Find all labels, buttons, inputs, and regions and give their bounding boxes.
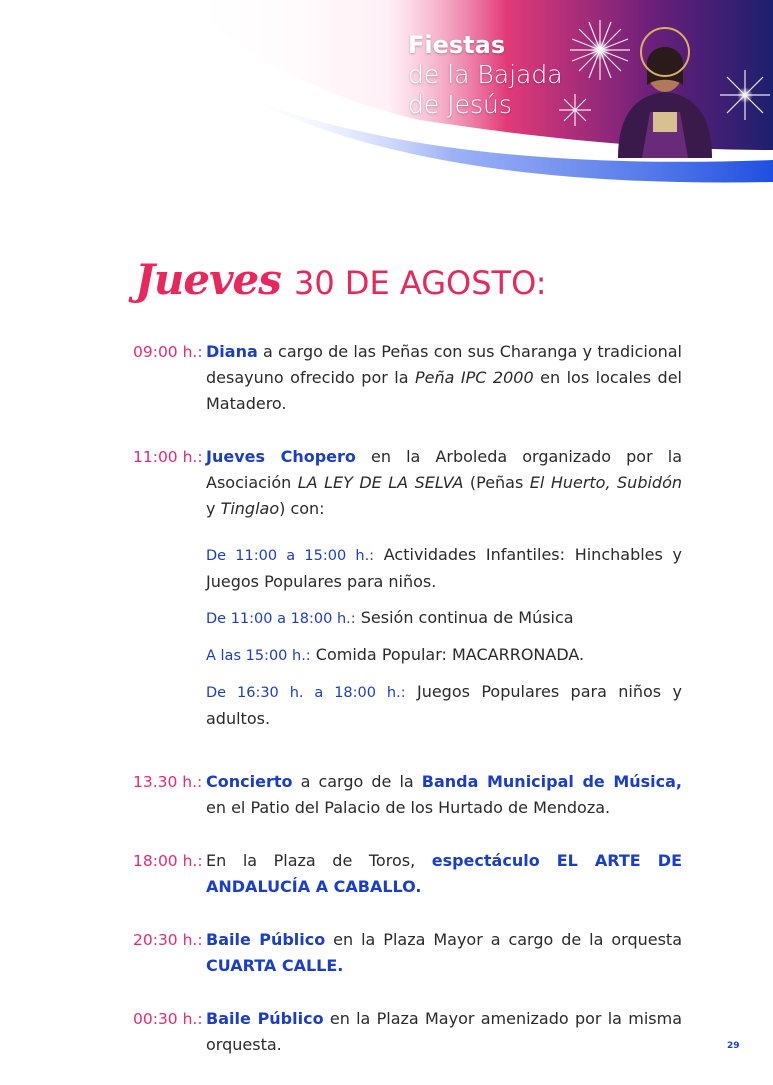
schedule-entry [133, 927, 683, 979]
banner-graphic [0, 0, 773, 190]
sub-item-text: Comida Popular: MACARRONADA. [310, 645, 585, 664]
entry-time: 00:30 h.: [133, 1010, 203, 1028]
entry-fragment: a cargo de las Peñas con sus Charanga y tradicional desayuno ofrecido por la [206, 342, 682, 387]
sub-item-time: De 11:00 a 15:00 h.: [206, 548, 375, 564]
entry-highlight: Diana [206, 342, 258, 361]
sub-item [206, 542, 682, 595]
entry-highlight: Jueves Chopero [206, 447, 356, 466]
entry-text [206, 927, 682, 979]
entry-time: 09:00 h.: [133, 343, 203, 361]
entry-text [206, 1006, 682, 1058]
page-title [135, 255, 547, 304]
sub-item-time: De 16:30 h. a 18:00 h.: [206, 685, 406, 701]
banner-title [408, 30, 563, 120]
sub-item [206, 642, 682, 669]
entry-fragment: ) con: [279, 499, 325, 518]
entry-text [206, 339, 682, 417]
day-label: Jueves [135, 255, 281, 304]
entry-highlight: Baile Público [206, 930, 326, 949]
entry-fragment: en la Arboleda organizado por la Asociación [206, 447, 682, 492]
entry-time: 11:00 h.: [133, 448, 203, 466]
entry-highlight: espectáculo EL ARTE DE ANDALUCÍA A CABALLO. [206, 851, 682, 896]
entry-time: 13.30 h.: [133, 773, 203, 791]
entry-italic: LA LEY DE LA SELVA [297, 473, 464, 492]
entry-time: 20:30 h.: [133, 931, 203, 949]
entry-fragment: en la Plaza Mayor amenizado por la misma orquesta. [206, 1009, 683, 1054]
entry-fragment: y [206, 499, 221, 518]
schedule-entry [133, 1006, 683, 1058]
banner-title-line3: de Jesús [408, 90, 512, 119]
entry-fragment: (Peñas [463, 473, 530, 492]
sub-item-text: Juegos Populares para niños y adultos. [206, 682, 682, 728]
sub-item-time: De 11:00 a 18:00 h.: [206, 611, 356, 627]
sub-schedule [206, 542, 682, 732]
entry-italic: Tinglao [220, 499, 280, 518]
header-banner [0, 0, 773, 190]
page-number: 29 [727, 1041, 740, 1051]
schedule-entry [133, 444, 683, 742]
entry-time: 18:00 h.: [133, 852, 203, 870]
entry-fragment: en el Patio del Palacio de los Hurtado de Mendoza. [206, 798, 611, 817]
entry-text [206, 848, 682, 900]
schedule-entry [133, 848, 683, 900]
entry-fragment: en los locales del Matadero. [206, 368, 682, 413]
sub-item [206, 679, 682, 732]
schedule-entry [133, 339, 683, 417]
schedule-entry [133, 769, 683, 821]
date-label: 30 DE AGOSTO: [294, 264, 547, 302]
entry-fragment: en la Plaza Mayor a cargo de la orquesta [325, 930, 682, 949]
sub-item-time: A las 15:00 h.: [206, 648, 311, 664]
entry-highlight: Banda Municipal de Música, [421, 772, 683, 791]
entry-fragment: a cargo de la [292, 772, 422, 791]
entry-fragment: En la Plaza de Toros, [206, 851, 432, 870]
entry-text [206, 769, 682, 821]
entry-italic: Peña IPC 2000 [415, 368, 534, 387]
entry-text [206, 444, 682, 742]
sub-item [206, 605, 682, 632]
schedule-list [133, 339, 683, 1085]
entry-highlight: CUARTA CALLE. [206, 956, 344, 975]
sub-item-text: Actividades Infantiles: Hinchables y Juegos Populares para niños. [206, 545, 682, 591]
entry-highlight: Baile Público [206, 1009, 324, 1028]
entry-italic: El Huerto, Subidón [529, 473, 683, 492]
sub-item-text: Sesión continua de Música [355, 608, 574, 627]
entry-highlight: Concierto [206, 772, 293, 791]
banner-title-line2: de la Bajada [408, 60, 563, 89]
banner-title-line1: Fiestas [408, 31, 506, 59]
